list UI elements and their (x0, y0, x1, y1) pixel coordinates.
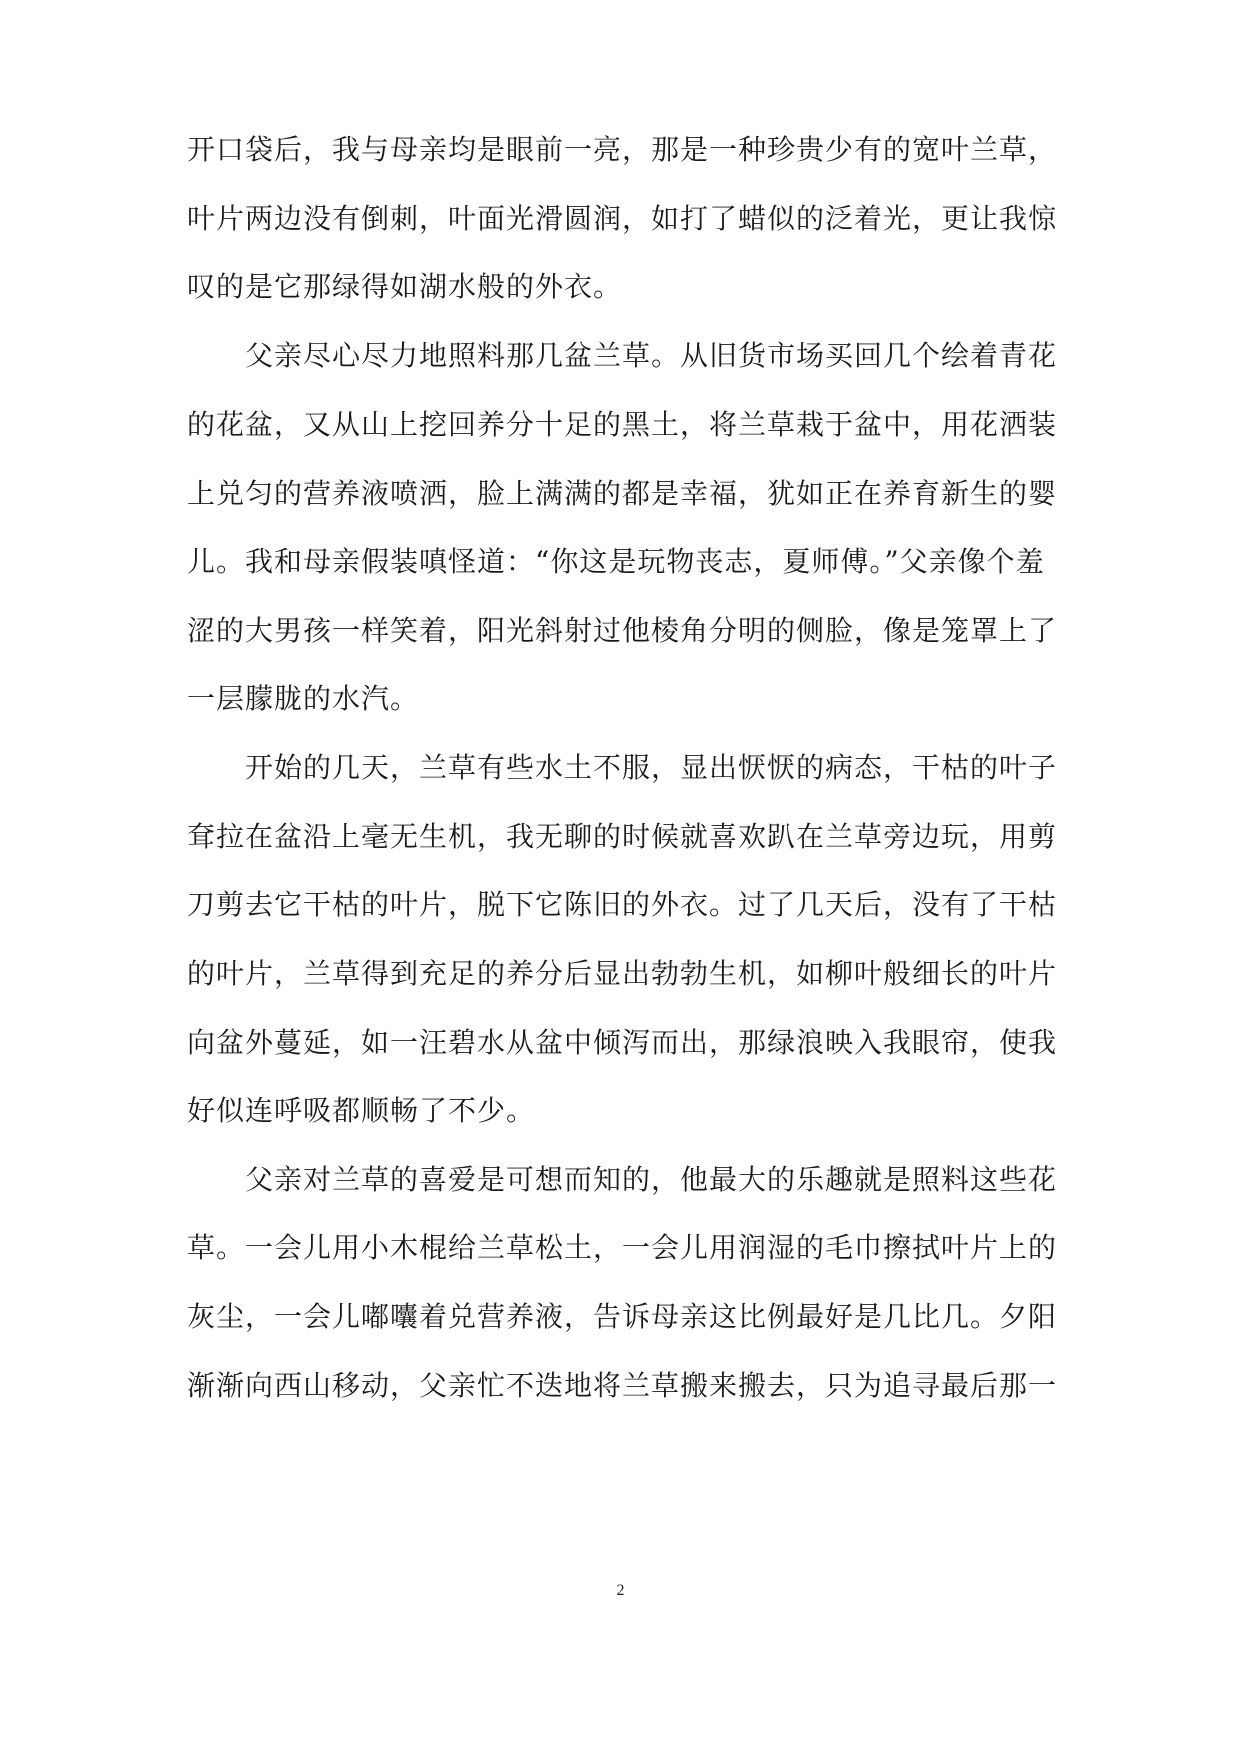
text-line: 涩的大男孩一样笑着，阳光斜射过他棱角分明的侧脸，像是笼罩上了 (187, 614, 1058, 647)
text-line: 耷拉在盆沿上毫无生机，我无聊的时候就喜欢趴在兰草旁边玩，用剪 (187, 820, 1058, 853)
page-number: 2 (616, 1582, 625, 1599)
text-line: 渐渐向西山移动，父亲忙不迭地将兰草搬来搬去，只为追寻最后那一 (187, 1369, 1058, 1402)
text-line: 的花盆，又从山上挖回养分十足的黑土，将兰草栽于盆中，用花洒装 (187, 408, 1058, 441)
text-line: 草。一会儿用小木棍给兰草松土，一会儿用润湿的毛巾擦拭叶片上的 (187, 1231, 1058, 1264)
text-line: 刀剪去它干枯的叶片，脱下它陈旧的外衣。过了几天后，没有了干枯 (187, 888, 1058, 921)
text-line: 的叶片，兰草得到充足的养分后显出勃勃生机，如柳叶般细长的叶片 (187, 957, 1058, 990)
paragraph-first-line: 开始的几天，兰草有些水土不服，显出恹恹的病态，干枯的叶子 (245, 751, 1058, 784)
text-line: 上兑匀的营养液喷洒，脸上满满的都是幸福，犹如正在养育新生的婴 (187, 477, 1058, 510)
paragraph-first-line: 父亲对兰草的喜爱是可想而知的，他最大的乐趣就是照料这些花 (245, 1163, 1058, 1196)
text-line: 叶片两边没有倒刺，叶面光滑圆润，如打了蜡似的泛着光，更让我惊 (187, 202, 1058, 235)
paragraph-first-line: 父亲尽心尽力地照料那几盆兰草。从旧货市场买回几个绘着青花 (245, 339, 1058, 372)
text-line: 叹的是它那绿得如湖水般的外衣。 (187, 270, 623, 303)
text-line: 开口袋后，我与母亲均是眼前一亮，那是一种珍贵少有的宽叶兰草， (187, 133, 1058, 166)
text-line: 儿。我和母亲假装嗔怪道：“你这是玩物丧志，夏师傅。”父亲像个羞 (187, 545, 1045, 578)
text-line: 灰尘，一会儿嘟囔着兑营养液，告诉母亲这比例最好是几比几。夕阳 (187, 1300, 1058, 1333)
text-line: 好似连呼吸都顺畅了不少。 (187, 1094, 536, 1127)
text-line: 向盆外蔓延，如一汪碧水从盆中倾泻而出，那绿浪映入我眼帘，使我 (187, 1026, 1058, 1059)
text-line: 一层朦胧的水汽。 (187, 682, 420, 715)
